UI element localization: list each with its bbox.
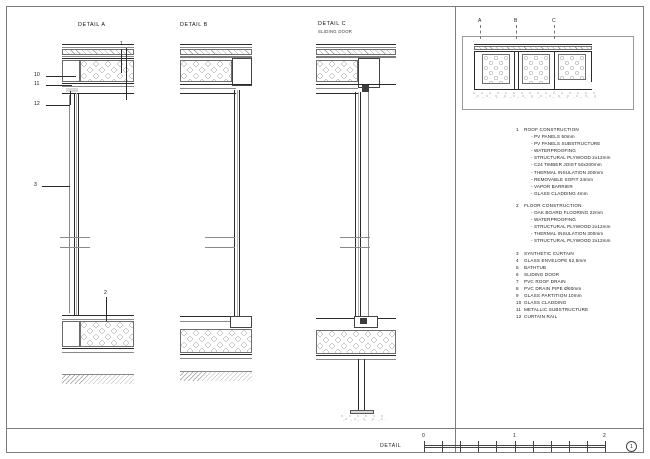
legend-roof-line-6: - THERMAL INSULATION 200mm: [531, 169, 604, 175]
detail-a-glass-envelope-outer: [74, 93, 75, 315]
legend-item-6: [516, 271, 640, 278]
detail-a-floor-top-line: [62, 315, 134, 316]
detail-c-gravel-bed: [340, 414, 386, 422]
detail-b-sill-frame: [230, 316, 252, 328]
legend-group-roof-heading: [516, 126, 640, 133]
detail-a-roof-substructure-hatch: [62, 49, 134, 55]
detail-a-floor-underside: [62, 352, 134, 353]
legend-item-4-text: GLASS ENVELOPE 62,5mm: [524, 257, 587, 263]
legend-roof-line-3: - WATERPROOFING: [531, 148, 576, 154]
key-plan-letter-a: A: [478, 18, 482, 24]
key-plan-dash-a: [480, 25, 481, 39]
detail-c-glass-partition-line: [368, 92, 369, 318]
detail-b-soffit-bottom: [180, 93, 236, 94]
legend-group-roof: [516, 126, 640, 197]
detail-a-soffit-line: [62, 86, 134, 87]
scale-number-2: 2: [603, 433, 606, 439]
key-plan: [462, 18, 634, 110]
detail-c-roof-waterproofing: [316, 56, 396, 58]
legend-item-4: [516, 257, 640, 264]
legend-item-8-text: PVC DRAIN PIPE Ø60mm: [524, 285, 582, 291]
detail-a-roof-bottom-line: [62, 83, 134, 84]
scale-tick-sub-1: [442, 441, 443, 452]
detail-c-roof-insulation: [316, 60, 358, 82]
callout-11-label: 11: [34, 81, 40, 87]
callout-2-leader: [106, 297, 107, 321]
legend-item-3-text: SYNTHETIC CURTAIN: [524, 250, 574, 256]
legend-panel: [516, 126, 640, 320]
legend-roof-line-9: - GLASS CLADDING 4mm: [531, 190, 588, 196]
key-plan-wall-right: [591, 52, 592, 82]
legend-group-roof-title: ROOF CONSTRUCTION: [524, 127, 579, 132]
detail-c-floor-bottom-line: [316, 355, 396, 356]
detail-a-roof-line-2: [62, 47, 134, 48]
callout-1-leader-2: [126, 48, 127, 100]
detail-c-soffit-line: [316, 88, 358, 89]
detail-c-door-leaf-inner: [360, 92, 361, 318]
scale-label: DETAIL: [380, 443, 402, 449]
detail-a-break-line-1: [60, 237, 90, 238]
detail-b-roof-substructure-hatch: [180, 49, 252, 55]
detail-b-floor-line-2: [180, 321, 230, 322]
legend-floor-line-2: - WATERPROOFING: [531, 217, 576, 223]
detail-a-curtain-rail: [66, 88, 78, 92]
detail-b-ground-hatch: [180, 372, 252, 381]
legend-item-5: [516, 264, 640, 271]
detail-a-floor-insulation: [80, 321, 134, 347]
callout-3-leader: [42, 186, 70, 187]
detail-a-title: DETAIL A: [78, 22, 106, 28]
legend-item-4-number: 4: [516, 257, 519, 263]
legend-group-floor-number: 2: [516, 202, 519, 208]
scale-bar-group: [380, 433, 633, 454]
detail-b-roof-line-2: [180, 47, 252, 48]
legend-floor-line-4: - THERMAL INSULATION 300mm: [531, 231, 604, 237]
scale-tick-sub-4: [496, 441, 497, 452]
detail-b-floor-bottom-line: [180, 354, 252, 355]
scale-tick-sub-2: [460, 441, 461, 452]
scale-tick-sub-7: [569, 441, 570, 452]
callout-12-leader: [46, 105, 70, 106]
detail-a-soffit-bottom: [62, 93, 134, 94]
legend-group-floor-title: FLOOR CONSTRUCTION: [524, 202, 582, 208]
detail-c-drain-pipe-right: [364, 359, 365, 411]
detail-b-head-frame: [232, 58, 252, 86]
legend-item-3-number: 3: [516, 250, 519, 256]
detail-b-roof-top-line: [180, 44, 252, 45]
legend-roof-line-1: - PV PANELS 50mm: [531, 134, 575, 140]
detail-b-break-line-1: [205, 237, 235, 238]
legend-item-5-number: 5: [516, 264, 519, 270]
detail-c-break-line-1: [340, 237, 370, 238]
legend-item-10-text: GLASS CLADDING: [524, 300, 567, 306]
scale-tick-1: [515, 441, 516, 452]
key-plan-mid-panel: [522, 54, 550, 84]
detail-b-floor-insulation: [180, 329, 252, 353]
detail-c-title: DETAIL C: [318, 21, 347, 27]
legend-item-8: [516, 285, 640, 292]
key-plan-wall-left: [474, 52, 475, 90]
detail-c-floor-insulation: [316, 330, 396, 354]
legend-item-list: [516, 250, 640, 321]
detail-b-soffit-line: [180, 88, 236, 89]
legend-roof-line-2: - PV PANELS SUBSTRUCTURE: [531, 141, 601, 147]
legend-item-12: [516, 313, 640, 320]
legend-group-floor-heading: [516, 202, 640, 209]
callout-11-leader: [46, 85, 72, 86]
key-plan-wall-mid2: [518, 52, 519, 90]
sheet-vertical-divider: [455, 6, 456, 453]
detail-b-glass-core: [237, 90, 238, 316]
legend-item-5-text: BATHTUB: [524, 264, 547, 270]
scale-tick-sub-5: [533, 441, 534, 452]
legend-item-9: [516, 292, 640, 299]
legend-item-6-text: SLIDING DOOR: [524, 271, 560, 277]
detail-a-floor-edge-box: [62, 321, 80, 347]
legend-roof-line-4: - STRUCTURAL PLYWOOD 2x12mm: [531, 155, 611, 161]
key-plan-wall-mid1: [514, 52, 515, 90]
legend-item-7-number: 7: [516, 278, 519, 284]
detail-c-break-line-2: [340, 247, 370, 248]
key-plan-letter-b: B: [514, 18, 518, 24]
detail-c-soffit-bottom: [316, 93, 358, 94]
legend-group-floor: [516, 202, 640, 245]
detail-a-floor-bottom-line: [62, 348, 134, 349]
legend-item-6-number: 6: [516, 271, 519, 277]
detail-a-roof-top-line: [62, 44, 134, 45]
key-plan-dash-c: [554, 25, 555, 39]
key-plan-roof-hatch: [474, 46, 592, 50]
detail-c-door-leaf-outer: [355, 92, 356, 318]
key-plan-roof-line: [474, 44, 592, 45]
legend-floor-line-3: - STRUCTURAL PLYWOOD 2x12mm: [531, 224, 611, 230]
legend-item-11-number: 11: [516, 307, 522, 313]
callout-10-label: 10: [34, 72, 40, 78]
legend-item-12-number: 12: [516, 314, 522, 320]
legend-item-7: [516, 278, 640, 285]
detail-a-glass-envelope-core: [76, 93, 77, 315]
detail-c-roof-substructure-hatch: [316, 49, 396, 55]
detail-a-roof-line-3: [62, 56, 134, 57]
scale-tick-sub-3: [478, 441, 479, 452]
detail-b-glass-inner: [239, 90, 240, 316]
callout-2-label: 2: [104, 290, 107, 296]
legend-item-7-text: PVC ROOF DRAIN: [524, 278, 566, 284]
detail-b-roof-bottom-line: [180, 84, 252, 85]
detail-b-break-line-2: [205, 247, 235, 248]
key-plan-left-panel: [482, 54, 510, 84]
callout-3-label: 3: [34, 182, 37, 188]
sheet-bottom-divider: [6, 428, 644, 429]
callout-10-leader: [46, 76, 76, 77]
legend-item-12-text: CURTAIN RAIL: [524, 314, 558, 320]
detail-a-ground-hatch: [62, 375, 134, 384]
detail-c-drain-pipe-left: [358, 359, 359, 411]
legend-item-3: [516, 250, 640, 257]
detail-c-roof-bottom-line: [316, 84, 396, 85]
callout-12-label: 12: [34, 101, 40, 107]
legend-item-9-number: 9: [516, 293, 519, 299]
detail-c-floor-underside: [316, 359, 396, 360]
detail-b-title: DETAIL B: [180, 22, 208, 28]
detail-b-glass-outer: [234, 90, 235, 316]
detail-c-subtitle: SLIDING DOOR: [318, 29, 353, 34]
key-plan-floor-line: [474, 89, 592, 90]
legend-item-9-text: GLASS PARTITION 10mm: [524, 293, 582, 299]
detail-a-break-line-2: [60, 247, 90, 248]
detail-c-door-leaf-core: [358, 92, 359, 318]
detail-a-glass-envelope-inner: [78, 93, 79, 315]
key-plan-roof-underside: [474, 51, 592, 52]
north-mark: 1: [626, 441, 637, 452]
callout-1-label: 1: [120, 41, 123, 47]
detail-b-floor-underside: [180, 358, 252, 359]
key-plan-right-panel: [558, 54, 586, 80]
detail-c-roof-top-line: [316, 44, 396, 45]
detail-c-roof-line-2: [316, 47, 396, 48]
scale-tick-sub-8: [587, 441, 588, 452]
callout-12-leader-2: [70, 91, 71, 105]
detail-b-roof-insulation: [180, 60, 232, 82]
scale-tick-2: [605, 441, 606, 452]
legend-roof-line-5: - C24 TIMBER JOIST 50x200mm: [531, 162, 602, 168]
legend-item-11: [516, 306, 640, 313]
legend-floor-line-5: - STRUCTURAL PLYWOOD 2x12mm: [531, 238, 611, 244]
detail-a-curtain-line: [69, 95, 70, 313]
detail-a-ground-top: [62, 374, 134, 375]
legend-item-10-number: 10: [516, 300, 522, 306]
scale-tick-sub-6: [551, 441, 552, 452]
legend-roof-line-8: - VAPOR BARRIER: [531, 183, 573, 189]
legend-roof-line-7: - REMOVABLE SOFIT 24mm: [531, 176, 594, 182]
legend-item-8-number: 8: [516, 285, 519, 291]
key-plan-letter-c: C: [552, 18, 556, 24]
detail-a-floor-line-2: [62, 319, 134, 320]
legend-group-roof-number: 1: [516, 127, 519, 132]
legend-item-10: [516, 299, 640, 306]
key-plan-dash-b: [516, 25, 517, 39]
callout-1-leader: [121, 49, 122, 73]
detail-b-ground-top: [180, 371, 252, 372]
legend-item-11-text: METALLIC SUBSTRUCTURE: [524, 307, 589, 313]
key-plan-wall-mid3: [554, 52, 555, 90]
detail-c-door-head-track: [362, 85, 369, 92]
legend-floor-line-1: - OAK BOARD FLOORING 22mm: [531, 210, 603, 216]
detail-a-roof-line-4: [62, 58, 134, 59]
key-plan-gravel: [472, 91, 598, 100]
detail-c-door-sill-track: [360, 318, 367, 324]
detail-a-roof-edge-box: [62, 60, 80, 82]
scale-tick-0: [424, 441, 425, 452]
scale-number-0: 0: [422, 433, 425, 439]
scale-number-1: 1: [513, 433, 516, 439]
